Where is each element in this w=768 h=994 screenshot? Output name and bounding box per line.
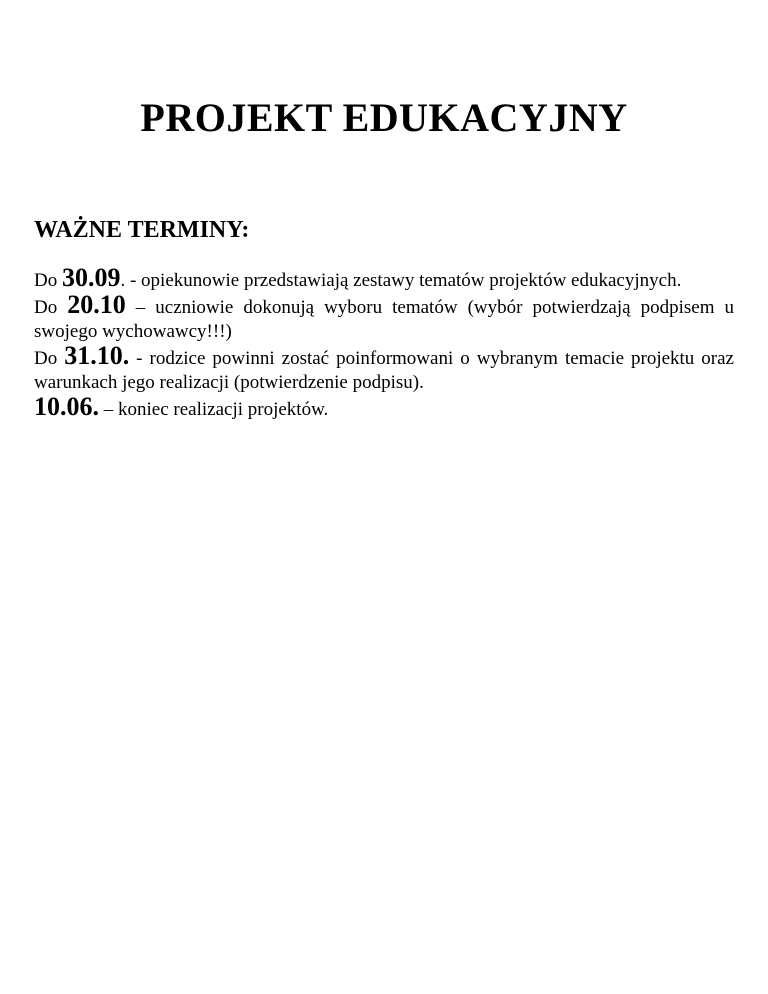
document-title: PROJEKT EDUKACYJNY — [140, 95, 628, 140]
deadline-date: 10.06. — [34, 392, 99, 421]
deadline-item — [34, 290, 734, 344]
deadline-item — [34, 263, 734, 293]
deadline-item — [34, 392, 734, 422]
deadline-prefix: Do — [34, 297, 68, 318]
deadline-text: . - opiekunowie przedstawiają zestawy tematów projektów edukacyjnych. — [120, 270, 682, 291]
deadline-date: 30.09 — [61, 263, 121, 292]
deadline-date: 20.10 — [67, 290, 126, 319]
deadline-item — [34, 341, 734, 395]
deadline-text: - rodzice powinni zostać poinformowani o wybranym temacie projektu oraz warunkach jego realizacji (potwierdzenie podpisu). — [34, 348, 734, 393]
deadline-date: 31.10. — [64, 341, 130, 370]
deadline-prefix: Do — [34, 270, 62, 291]
deadline-prefix: Do — [34, 348, 65, 369]
section-heading: WAŻNE TERMINY: — [34, 217, 250, 243]
deadline-text: – koniec realizacji projektów. — [99, 399, 329, 420]
deadline-list — [34, 246, 734, 422]
deadline-text: – uczniowie dokonują wyboru tematów (wybór potwierdzają podpisem u swojego wychowawcy!!!) — [34, 297, 734, 342]
